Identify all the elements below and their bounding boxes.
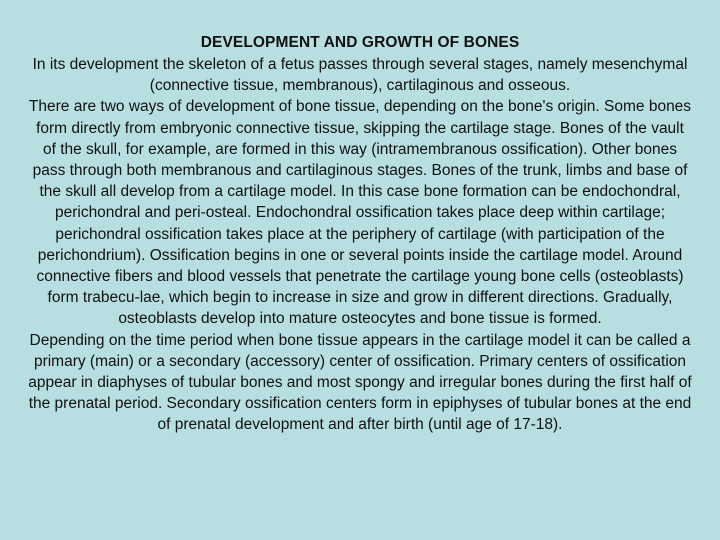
- paragraph-stages: In its development the skeleton of a fetus passes through several stages, namely mesenchymal (connective tissue, membranous), cartilaginous and osseous.: [32, 56, 688, 95]
- slide-title: DEVELOPMENT AND GROWTH OF BONES: [200, 34, 520, 51]
- paragraph-ossification-centers: Depending on the time period when bone tissue appears in the cartilage model it can be called a primary (main) or a secondary (accessory) center of ossification. Primary centers of ossification appear in diaphyses of tubular bones and most spongy and irregular bones during the first half of the prenatal period. Secondary ossification centers form in epiphyses of tubular bones at the end of prenatal development and after birth (until age of 17-18).: [28, 331, 692, 434]
- paragraph-ossification-types: There are two ways of development of bone tissue, depending on the bone's origin. Some bones form directly from embryonic connective tissue, skipping the cartilage stage. Bones of the vault of the skull, for example, are formed in this way (intramembranous ossification). Other bones pass through both membranous and cartilaginous stages. Bones of the trunk, limbs and base of the skull all develop from a cartilage model. In this case bone formation can be endochondral, perichondral and peri-osteal. Endochondral ossification takes place deep within cartilage; perichondral ossification takes place at the periphery of cartilage (with participation of the perichondrium). Ossification begins in one or several points inside the cartilage model. Around connective fibers and blood vessels that penetrate the cartilage young bone cells (osteoblasts) form trabecu-lae, which begin to increase in size and grow in different directions. Gradually, osteoblasts develop into mature osteocytes and bone tissue is formed.: [28, 98, 692, 328]
